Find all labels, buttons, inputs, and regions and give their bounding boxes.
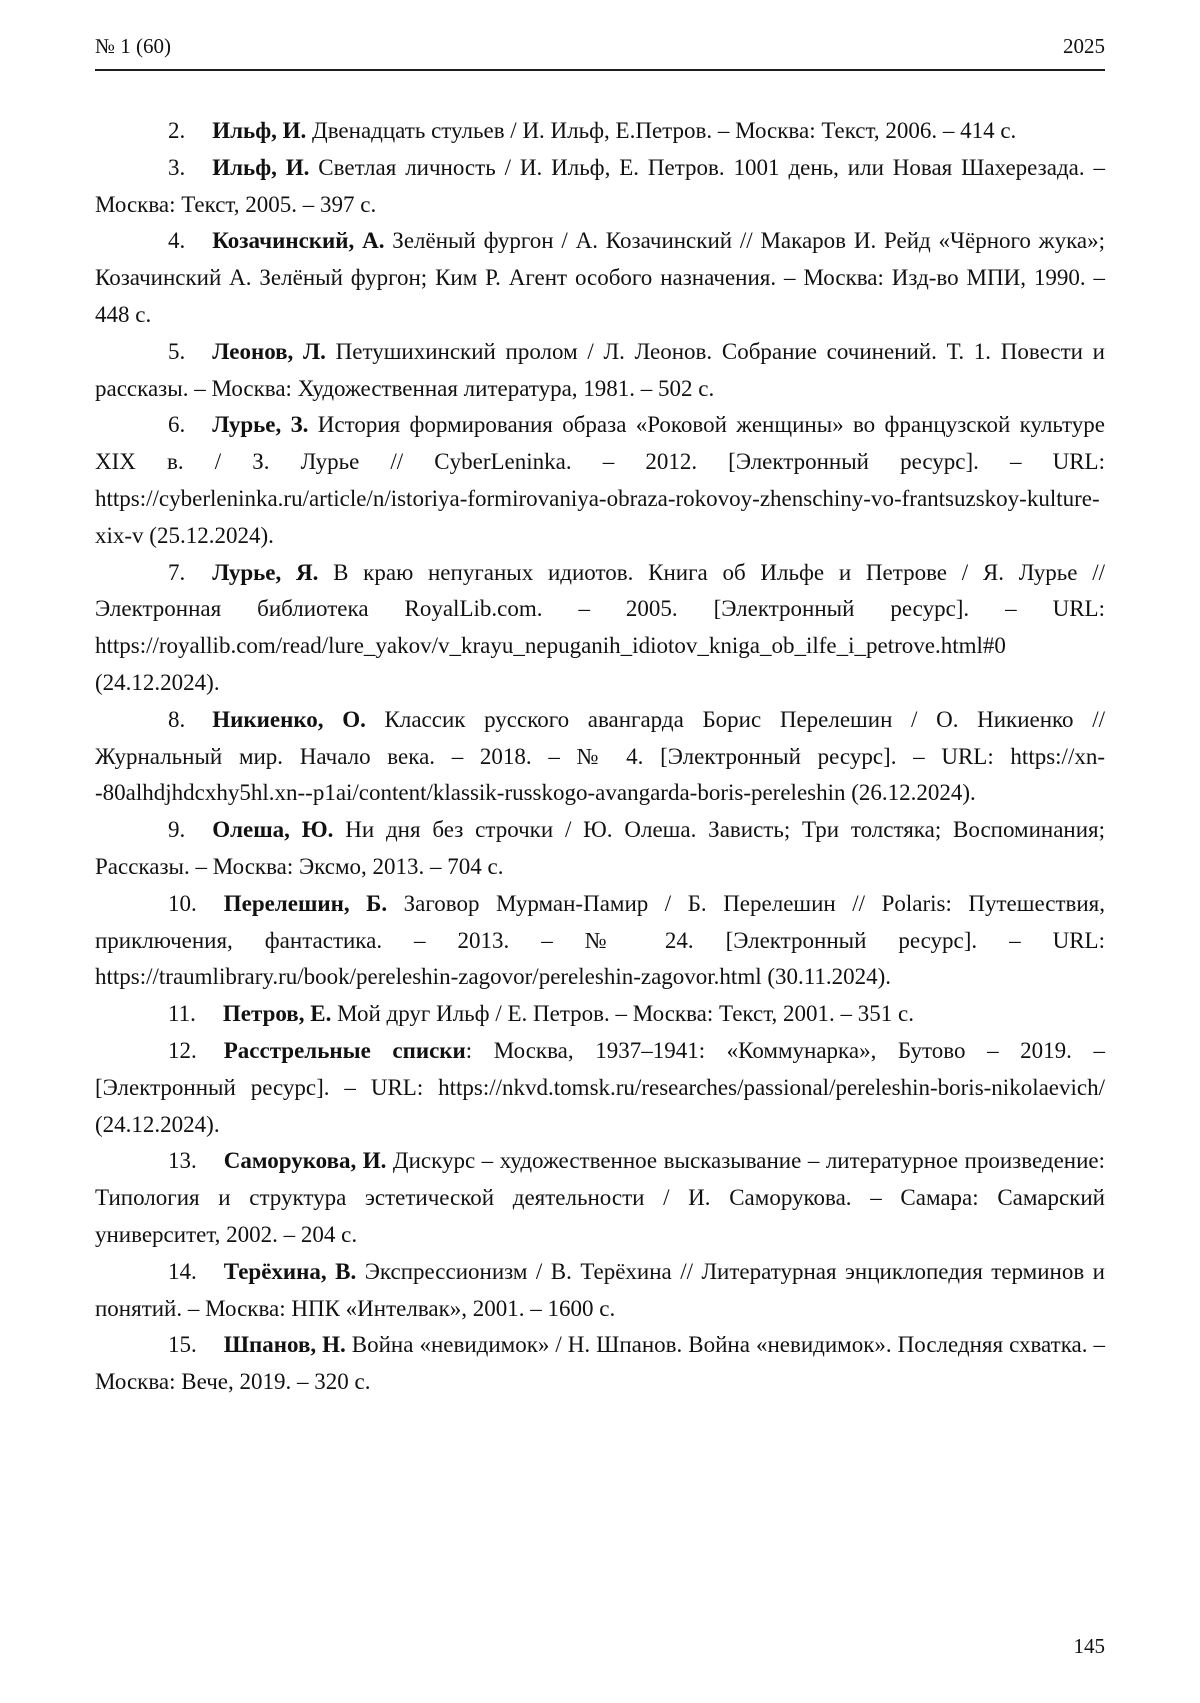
entry-author: Лурье, З. (212, 412, 309, 438)
entry-text: Петушихинский пролом / Л. Леонов. Собрание сочинений. Т. 1. Повести и рассказы. – Москва: Художественная литература, 1981. – 502 с. (95, 338, 1105, 401)
entry-author: Никиенко, О. (212, 706, 366, 732)
page-header (95, 34, 1105, 71)
bibliography-list (95, 113, 1105, 1401)
bibliography-entry (95, 407, 1105, 554)
entry-text: Ни дня без строчки / Ю. Олеша. Зависть; Три толстяка; Воспоминания; Рассказы. – Москва: Эксмо, 2013. – 704 с. (95, 817, 1105, 879)
entry-number: 5. (168, 338, 186, 364)
entry-number: 11. (168, 1001, 196, 1027)
entry-author: Терёхина, В. (223, 1258, 357, 1284)
bibliography-entry (95, 702, 1105, 812)
bibliography-entry (95, 113, 1105, 150)
entry-author: Ильф, И. (212, 118, 307, 143)
entry-number: 8. (168, 706, 186, 732)
entry-author: Расстрельные списки (223, 1037, 466, 1063)
bibliography-entry (95, 334, 1105, 408)
entry-number: 9. (168, 817, 186, 843)
bibliography-entry (95, 1143, 1105, 1253)
entry-number: 10. (168, 890, 197, 916)
page-footer (1074, 1634, 1106, 1659)
entry-author: Перелешин, Б. (223, 890, 388, 916)
bibliography-entry (95, 886, 1105, 996)
entry-text: Светлая личность / И. Ильф, Е. Петров. 1001 день, или Новая Шахерезада. – Москва: Текст, 2005. – 397 с. (95, 154, 1105, 217)
issue-number: № 1 (60) (95, 34, 172, 58)
entry-number: 4. (168, 228, 186, 254)
entry-text: Классик русского авангарда Борис Перелешин / О. Никиенко // Журнальный мир. Начало века. – 2018. – № 4. [Электронный ресурс]. – URL: https://xn--80alhdjhdcxhy5hl.xn--p1ai/content/klassik-russkogo-avangarda-boris-pereleshin (26.12.2024). (95, 706, 1105, 806)
bibliography-entry (95, 223, 1105, 333)
bibliography-entry (95, 555, 1105, 702)
entry-text: Заговор Мурман-Памир / Б. Перелешин // Polaris: Путешествия, приключения, фантастика. – 2013. – № 24. [Электронный ресурс]. – URL: https://traumlibrary.ru/book/pereleshin-zagovor/pereleshin-zagovor.html (30.11.2024). (95, 890, 1105, 990)
entry-text: : Москва, 1937–1941: «Коммунарка», Бутово – 2019. – [Электронный ресурс]. – URL: https://nkvd.tomsk.ru/researches/passional/pereleshin-boris-nikolaevich/ (24.12.2024). (95, 1037, 1105, 1137)
entry-author: Козачинский, А. (212, 228, 385, 254)
entry-author: Ильф, И. (212, 154, 310, 180)
year-label: 2025 (1063, 34, 1105, 58)
entry-number: 2. (168, 118, 186, 143)
bibliography-entry (95, 1033, 1105, 1143)
entry-text: История формирования образа «Роковой женщины» во французской культуре XIX в. / З. Лурье // CyberLeninka. – 2012. [Электронный ресурс]. – URL: https://cyberleninka.ru/article/n/istoriya-formirovaniya-obraza-rokovoy-zhenschiny-vo-frantsuzskoy-kulture-xix-v (25.12.2024). (95, 412, 1105, 548)
entry-number: 12. (168, 1037, 197, 1063)
entry-text: Мой друг Ильф / Е. Петров. – Москва: Текст, 2001. – 351 с. (331, 1001, 914, 1027)
entry-author: Олеша, Ю. (212, 817, 334, 843)
bibliography-entry (95, 1327, 1105, 1401)
entry-number: 3. (168, 154, 186, 180)
page-number: 145 (1073, 1634, 1105, 1658)
bibliography-entry (95, 812, 1105, 886)
entry-author: Петров, Е. (222, 1001, 332, 1027)
entry-text: Двенадцать стульев / И. Ильф, Е.Петров. – Москва: Текст, 2006. – 414 с. (306, 118, 1017, 143)
entry-text: Экспрессионизм / В. Терёхина // Литературная энциклопедия терминов и понятий. – Москва: НПК «Интелвак», 2001. – 1600 с. (95, 1258, 1105, 1321)
entry-number: 13. (168, 1148, 197, 1174)
entry-author: Саморукова, И. (223, 1148, 387, 1174)
entry-text: Дискурс – художественное высказывание – литературное произведение: Типология и структура эстетической деятельности / И. Саморукова. – Самара: Самарский университет, 2002. – 204 с. (95, 1148, 1105, 1247)
entry-number: 14. (168, 1258, 197, 1284)
bibliography-entry (95, 150, 1105, 224)
entry-author: Леонов, Л. (212, 338, 326, 364)
bibliography-entry (95, 996, 1105, 1033)
entry-author: Лурье, Я. (212, 559, 319, 585)
entry-text: Война «невидимок» / Н. Шпанов. Война «невидимок». Последняя схватка. – Москва: Вече, 2019. – 320 с. (95, 1332, 1105, 1395)
entry-number: 15. (168, 1332, 197, 1358)
bibliography-entry (95, 1254, 1105, 1328)
entry-number: 7. (168, 559, 186, 585)
entry-text: В краю непуганых идиотов. Книга об Ильфе и Петрове / Я. Лурье // Электронная библиотека RoyalLib.com. – 2005. [Электронный ресурс]. – URL: https://royallib.com/read/lure_yakov/v_krayu_nepuganih_idiotov_kniga_ob_ilfe_i_petrove.html#0 (24.12.2024). (95, 559, 1105, 695)
entry-number: 6. (168, 412, 186, 438)
entry-author: Шпанов, Н. (223, 1332, 346, 1358)
entry-text: Зелёный фургон / А. Козачинский // Макаров И. Рейд «Чёрного жука»; Козачинский А. Зелёный фургон; Ким Р. Агент особого назначения. – Москва: Изд-во МПИ, 1990. – 448 с. (95, 228, 1105, 327)
